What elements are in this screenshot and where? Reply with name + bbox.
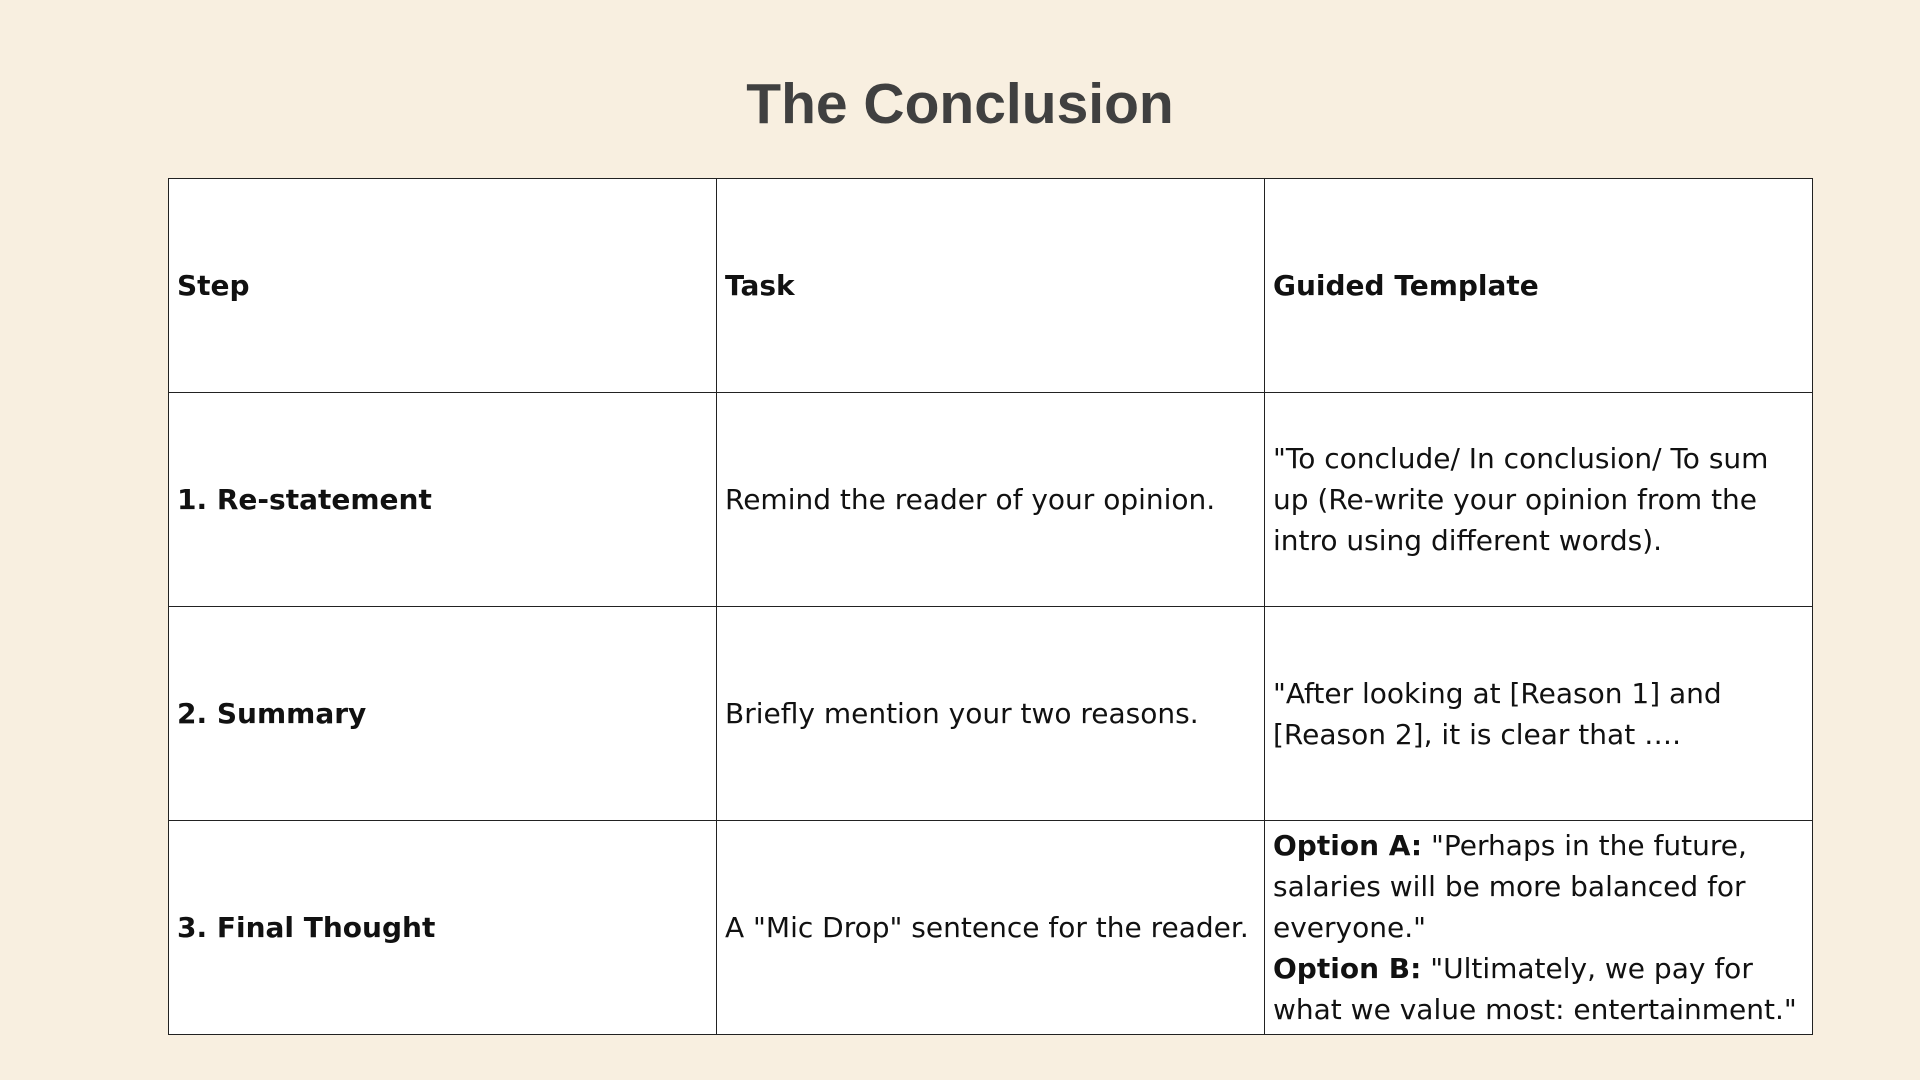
header-step: Step — [169, 179, 717, 393]
option-a-label: Option A: — [1273, 829, 1423, 862]
option-b-text: "Ultimately, we pay for what we value most: entertainment." — [1273, 952, 1797, 1026]
table-row — [169, 821, 1813, 1035]
template-cell — [1265, 821, 1813, 1035]
task-cell: A "Mic Drop" sentence for the reader. — [717, 821, 1265, 1035]
step-label: 3. Final Thought — [177, 911, 436, 944]
template-cell: "After looking at [Reason 1] and [Reason 2], it is clear that …. — [1265, 607, 1813, 821]
task-cell: Remind the reader of your opinion. — [717, 393, 1265, 607]
task-cell: Briefly mention your two reasons. — [717, 607, 1265, 821]
step-cell — [169, 821, 717, 1035]
table-row — [169, 607, 1813, 821]
step-label: 1. Re-statement — [177, 483, 432, 516]
option-b — [1273, 948, 1804, 1030]
header-task: Task — [717, 179, 1265, 393]
header-guided-template: Guided Template — [1265, 179, 1813, 393]
step-label: 2. Summary — [177, 697, 367, 730]
option-b-label: Option B: — [1273, 952, 1422, 985]
table-header-row — [169, 179, 1813, 393]
page-title: The Conclusion — [746, 72, 1174, 136]
table-row — [169, 393, 1813, 607]
option-a — [1273, 825, 1804, 948]
option-a-text: "Perhaps in the future, salaries will be more balanced for everyone." — [1273, 829, 1747, 944]
conclusion-table — [168, 178, 1813, 1035]
step-cell — [169, 393, 717, 607]
step-cell — [169, 607, 717, 821]
template-cell: "To conclude/ In conclusion/ To sum up (Re-write your opinion from the intro using different words). — [1265, 393, 1813, 607]
